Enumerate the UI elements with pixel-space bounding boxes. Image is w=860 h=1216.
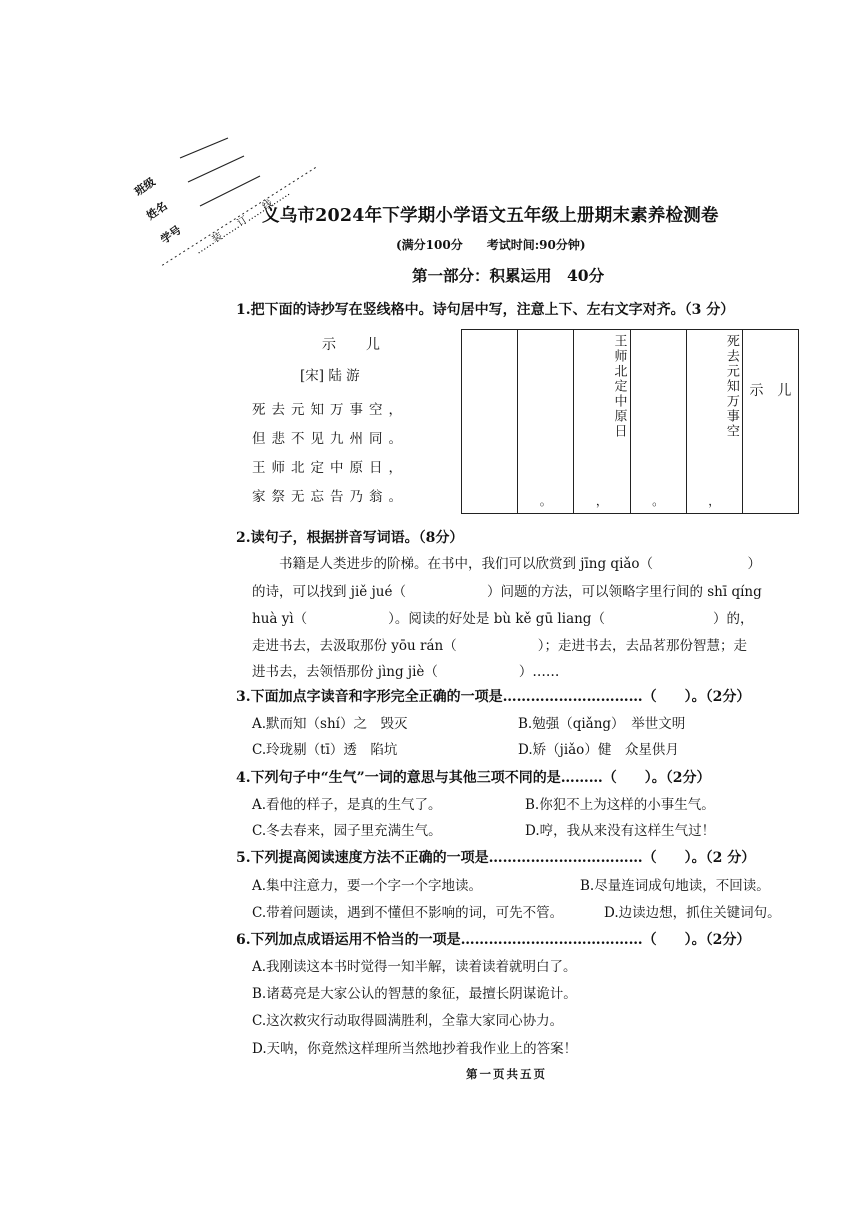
option-d[interactable]: D.矫（jiǎo）健 众星供月 bbox=[518, 742, 679, 758]
student-id-label: 学号 bbox=[158, 223, 184, 247]
option-d[interactable]: D.边读边想，抓住关键词句。 bbox=[604, 905, 781, 921]
binding-line-area bbox=[128, 136, 328, 266]
grid-column[interactable] bbox=[687, 330, 743, 513]
option-c[interactable]: C.冬去春来，园子里充满生气。 bbox=[252, 823, 442, 839]
class-label: 班级 bbox=[132, 175, 158, 199]
option-c[interactable]: C.玲珑剔（tī）透 陷坑 bbox=[252, 742, 398, 758]
poem-line: 但悲不见九州同。 bbox=[252, 431, 408, 447]
option-d[interactable]: D.哼，我从来没有这样生气过！ bbox=[525, 823, 716, 839]
question-6-prompt: 6.下列加点成语运用不恰当的一项是…………………………………（ ）。（2分） bbox=[236, 932, 751, 948]
poem-line: 死去元知万事空， bbox=[252, 402, 408, 418]
grid-column[interactable] bbox=[462, 330, 518, 513]
part-title: 第一部分：积累运用 40分 bbox=[412, 266, 605, 285]
passage-line: huà yì（ ）。阅读的好处是 bù kě gū liang（ ）的， bbox=[252, 611, 754, 627]
option-d[interactable]: D.天呐，你竟然这样理所当然地抄着我作业上的答案！ bbox=[252, 1041, 578, 1057]
grid-column[interactable] bbox=[743, 330, 798, 513]
option-c[interactable]: C.带着问题读，遇到不懂但不影响的词，可先不管。 bbox=[252, 905, 564, 921]
option-b[interactable]: B.诸葛亮是大家公认的智慧的象征，最擅长阴谋诡计。 bbox=[252, 986, 577, 1002]
option-b[interactable]: B.尽量连词成句地读，不回读。 bbox=[580, 878, 770, 894]
grid-column-mark: 。 bbox=[652, 494, 665, 508]
option-a[interactable]: A.集中注意力，要一个字一个字地读。 bbox=[252, 878, 483, 894]
passage-line: 进书去，去领悟那份 jìng jiè（ ）…… bbox=[252, 664, 560, 680]
page-footer: 第一页共五页 bbox=[466, 1067, 547, 1081]
name-label: 姓名 bbox=[144, 199, 170, 223]
exam-title: 义乌市2024年下学期小学语文五年级上册期末素养检测卷 bbox=[262, 206, 719, 226]
option-b[interactable]: B.勉强（qiǎng） 举世文明 bbox=[518, 716, 686, 732]
question-4-prompt: 4.下列句子中“生气”一词的意思与其他三项不同的是………（ ）。（2分） bbox=[236, 770, 711, 786]
grid-column[interactable] bbox=[574, 330, 630, 513]
poem-line: 家祭无忘告乃翁。 bbox=[252, 489, 408, 505]
option-a[interactable]: A.默而知（shí）之 毁灭 bbox=[252, 716, 408, 732]
writing-grid[interactable] bbox=[461, 329, 799, 514]
poem-title: 示 儿 bbox=[322, 337, 388, 353]
grid-column-mark: 。 bbox=[539, 494, 552, 508]
grid-title: 示 儿 bbox=[749, 383, 792, 399]
passage-line: 书籍是人类进步的阶梯。在书中，我们可以欣赏到 jīng qiǎo（ ） bbox=[252, 556, 762, 572]
grid-column-text: 死去元知万事空 bbox=[723, 334, 739, 439]
passage-line: 的诗，可以找到 jiě jué（ ）问题的方法，可以领略字里行间的 shī qíng bbox=[252, 584, 762, 600]
question-3-prompt: 3.下面加点字读音和字形完全正确的一项是…………………………（ ）。（2分） bbox=[236, 689, 751, 705]
question-1-prompt: 1.把下面的诗抄写在竖线格中。诗句居中写，注意上下、左右文字对齐。（3 分） bbox=[236, 302, 735, 318]
poem-line: 王师北定中原日， bbox=[252, 460, 408, 476]
option-a[interactable]: A.看他的样子，是真的生气了。 bbox=[252, 797, 442, 813]
grid-column-mark: ， bbox=[595, 494, 608, 508]
seal-line-label: ……装……订……线…… bbox=[193, 187, 292, 257]
passage-line: 走进书去，去汲取那份 yōu rán（ ）；走进书去，去品茗那份智慧；走 bbox=[252, 638, 747, 654]
grid-column-text: 王师北定中原日 bbox=[611, 334, 627, 439]
exam-subtitle: (满分100分 考试时间:90分钟) bbox=[396, 238, 586, 252]
option-b[interactable]: B.你犯不上为这样的小事生气。 bbox=[525, 797, 715, 813]
option-a[interactable]: A.我刚读这本书时觉得一知半解，读着读着就明白了。 bbox=[252, 959, 577, 975]
grid-column[interactable] bbox=[518, 330, 574, 513]
option-c[interactable]: C.这次救灾行动取得圆满胜利，全靠大家同心协力。 bbox=[252, 1013, 564, 1029]
question-2-prompt: 2.读句子，根据拼音写词语。（8分） bbox=[236, 530, 464, 546]
grid-column[interactable] bbox=[631, 330, 687, 513]
poem-author: [宋] 陆 游 bbox=[300, 368, 360, 384]
grid-column-mark: ， bbox=[708, 494, 721, 508]
question-5-prompt: 5.下列提高阅读速度方法不正确的一项是……………………………（ ）。（2 分） bbox=[236, 850, 756, 866]
